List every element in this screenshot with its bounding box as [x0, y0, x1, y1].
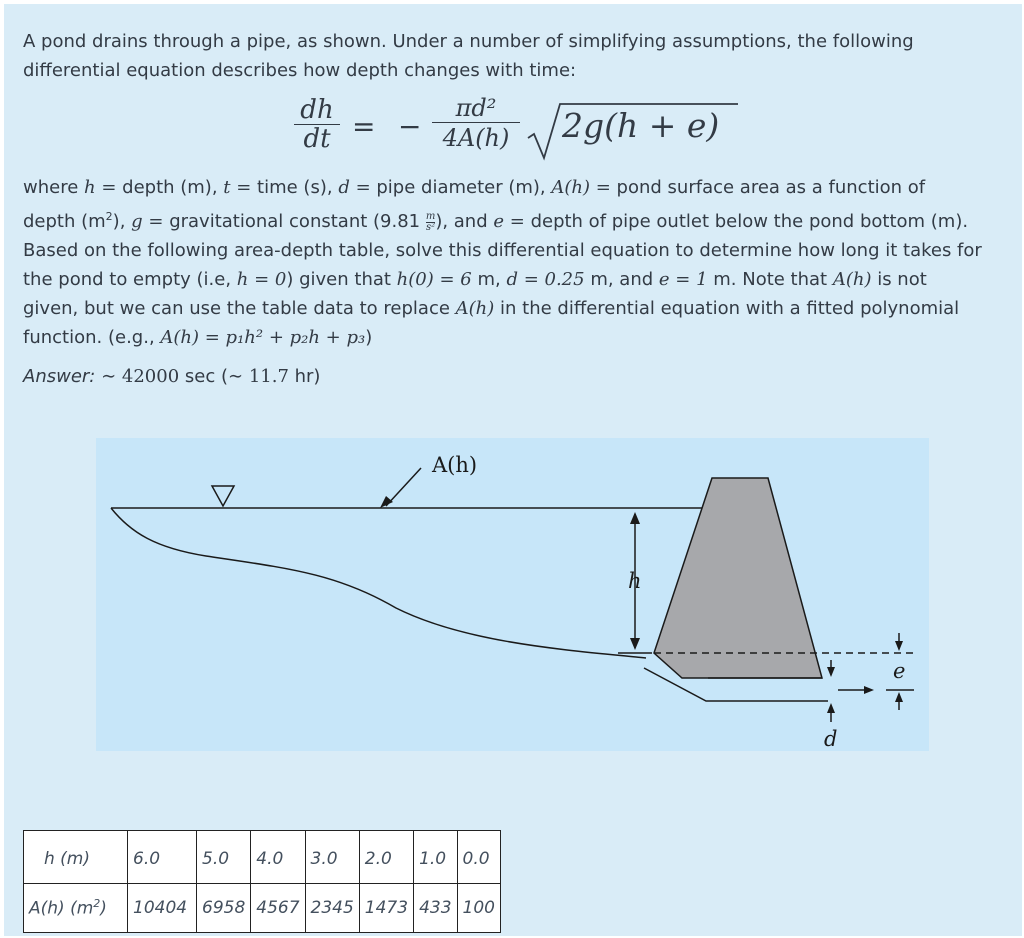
equals: =: [590, 177, 617, 198]
math: A(h): [455, 298, 495, 319]
h-arrow-bottom: [630, 638, 640, 650]
superscript: 2: [105, 210, 113, 223]
answer-line: [23, 362, 320, 391]
answer-hours: 11.7: [248, 366, 289, 387]
intro-line-2: differential equation describes how depth changes with time:: [23, 60, 577, 81]
area-label: A(h): [432, 453, 478, 477]
equals: =: [349, 177, 377, 198]
table-row-h: [24, 831, 501, 884]
var-t: t: [223, 177, 231, 198]
problem-panel: [4, 4, 1022, 936]
var-A: A(h): [551, 177, 591, 198]
area-value: 100: [457, 884, 500, 933]
text: m, and: [584, 269, 659, 290]
equals: =: [504, 211, 531, 232]
differential-equation: [294, 92, 754, 172]
text: ): [365, 327, 373, 348]
superscript: 2: [93, 897, 101, 911]
lhs-fraction: [294, 96, 340, 153]
h-value: 2.0: [359, 831, 413, 884]
var-g: g: [131, 211, 143, 232]
unit-numerator: m: [425, 210, 436, 222]
e-arrow-top-head: [895, 641, 903, 651]
table-row-area: [24, 884, 501, 933]
instruction-line-1: Based on the following area-depth table, solve this differential equation to determine how long it takes for: [23, 240, 982, 261]
h-value: 3.0: [305, 831, 359, 884]
answer-value: 42000: [121, 366, 180, 387]
lhs-numerator: dh: [300, 95, 334, 125]
math: h(0) = 6: [396, 269, 472, 290]
equals: =: [142, 211, 170, 232]
math: A(h): [832, 269, 872, 290]
area-value: 10404: [128, 884, 197, 933]
area-depth-table: [23, 830, 501, 933]
text: ) given that: [286, 269, 397, 290]
e-arrow-bottom-head: [895, 692, 903, 702]
area-value: 2345: [305, 884, 359, 933]
h-arrow-top: [630, 512, 640, 524]
h-value: 5.0: [197, 831, 251, 884]
intro-line-1: A pond drains through a pipe, as shown. Under a number of simplifying assumptions, the following: [23, 31, 914, 52]
h-value: 6.0: [128, 831, 197, 884]
text: ), and: [435, 211, 494, 232]
math: d = 0.25: [506, 269, 585, 290]
area-leader-line: [386, 468, 421, 506]
text: ),: [112, 211, 132, 232]
radicand: 2g(h + e): [562, 106, 720, 145]
area-value: 1473: [359, 884, 413, 933]
rhs-fraction: [432, 94, 520, 153]
pond-diagram: [96, 438, 929, 751]
answer-unit: sec (: [179, 366, 228, 387]
answer-label: Answer:: [23, 366, 96, 387]
h-label: h: [628, 569, 642, 593]
header-text: A(h) (m: [29, 898, 94, 919]
var-h: h: [84, 177, 96, 198]
rhs-denominator: 4A(h): [432, 122, 520, 153]
lhs-denominator: dt: [294, 124, 340, 153]
var-d: d: [338, 177, 350, 198]
area-value: 6958: [197, 884, 251, 933]
minus-sign: −: [398, 110, 422, 143]
unit-denominator: s²: [426, 221, 436, 233]
d-label: d: [824, 727, 838, 751]
equals-sign: =: [352, 110, 376, 143]
text: pipe diameter (m),: [376, 177, 552, 198]
h-value: 1.0: [414, 831, 457, 884]
var-e: e: [493, 211, 505, 232]
tilde: ∼: [95, 366, 122, 387]
text: depth (m: [23, 211, 106, 232]
text: is not: [871, 269, 927, 290]
area-value: 4567: [251, 884, 305, 933]
instruction-line-2: [23, 265, 927, 294]
water-level-symbol: [212, 486, 234, 506]
instruction-line-4: [23, 323, 372, 352]
text: in the differential equation with a fitted polynomial: [494, 298, 960, 319]
row-header-area: [24, 884, 128, 933]
math: e = 1: [658, 269, 708, 290]
text: pond surface area as a function of: [616, 177, 926, 198]
equals: =: [230, 177, 258, 198]
text: time (s),: [257, 177, 339, 198]
h-value: 4.0: [251, 831, 305, 884]
header-text: ): [100, 898, 107, 919]
math: A(h) = p₁h² + p₂h + p₃: [160, 327, 366, 348]
definitions-line-1: [23, 173, 925, 202]
definitions-line-2: [23, 202, 968, 236]
d-arrow-top-head: [827, 667, 835, 677]
text: given, but we can use the table data to replace: [23, 298, 456, 319]
pond-diagram-svg: [96, 438, 929, 751]
text: m,: [471, 269, 507, 290]
text: the pond to empty (i.e,: [23, 269, 237, 290]
text: m. Note that: [707, 269, 833, 290]
pond-bottom-profile: [111, 508, 646, 658]
rhs-numerator: πd²: [455, 94, 497, 122]
row-header-h: h (m): [24, 831, 128, 884]
tilde: ∼: [228, 366, 249, 387]
equals: =: [95, 177, 123, 198]
unit-fraction: [426, 212, 435, 233]
text: depth of pipe outlet below the pond bottom (m).: [530, 211, 969, 232]
text: where: [23, 177, 85, 198]
math: h = 0: [236, 269, 287, 290]
text: gravitational constant (9.81: [169, 211, 426, 232]
outflow-arrowhead: [864, 686, 874, 694]
instruction-line-3: [23, 294, 959, 323]
e-label: e: [893, 659, 906, 683]
text: function. (e.g.,: [23, 327, 161, 348]
answer-unit: hr): [288, 366, 321, 387]
h-value: 0.0: [457, 831, 500, 884]
d-arrow-bottom-head: [827, 703, 835, 713]
area-value: 433: [414, 884, 457, 933]
text: depth (m),: [122, 177, 224, 198]
